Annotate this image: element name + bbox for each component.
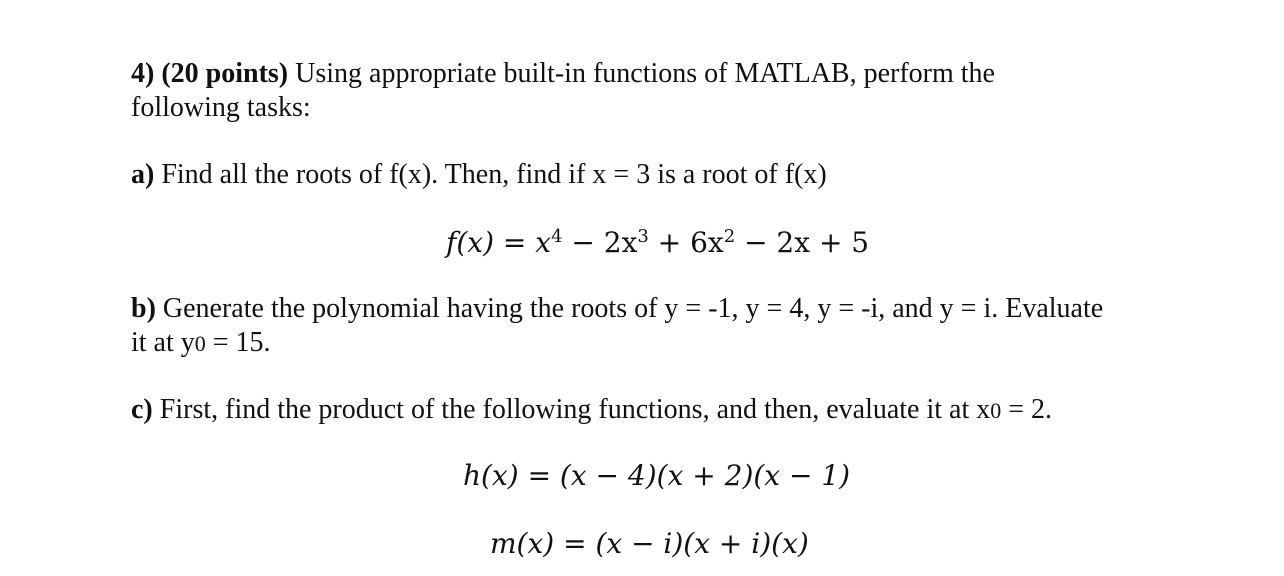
part-b-instruction-cont: it at y [131,327,195,358]
question-points: (20 points) [161,58,289,89]
part-b-line-1 [131,292,1103,326]
equation-f [446,226,869,260]
part-a-instruction: Find all the roots of f(x). Then, find if x = 3 is a root of f(x) [154,159,827,190]
part-c-text [131,393,1052,428]
question-intro-cont: following tasks: [131,92,311,123]
part-b-value: = 15. [205,327,271,358]
eq-f-term2: − 2x [562,226,638,259]
question-line-2 [131,91,311,125]
eq-f-lhs: f(x) = x [446,226,552,259]
part-b-line-2 [131,326,271,361]
part-c-instruction: First, find the product of the following functions, and then, evaluate it at x [152,394,991,425]
equation-h [463,459,850,493]
eq-f-term3: + 6x [648,226,724,259]
eq-f-exp2: 3 [637,226,649,247]
part-b-label: b) [131,293,156,324]
part-b-subscript: 0 [194,331,206,356]
part-c-subscript: 0 [990,398,1002,423]
question-line-1 [131,57,995,91]
equation-m [490,527,809,561]
eq-f-term4: − 2x + 5 [735,226,870,259]
part-b-instruction: Generate the polynomial having the roots of y = -1, y = 4, y = -i, and y = i. Evaluate [155,293,1104,324]
question-number: 4) [131,58,155,89]
part-c-label: c) [131,394,153,425]
eq-f-exp3: 2 [723,226,736,247]
question-intro: Using appropriate built-in functions of MATLAB, perform the [288,58,995,89]
part-c-value: = 2. [1001,394,1053,425]
eq-f-exp1: 4 [551,226,563,247]
eq-m-text: m(x) = (x − i)(x + i)(x) [490,527,809,560]
part-a-label: a) [131,159,155,190]
eq-h-text: h(x) = (x − 4)(x + 2)(x − 1) [463,459,851,492]
part-a-text [131,158,827,192]
